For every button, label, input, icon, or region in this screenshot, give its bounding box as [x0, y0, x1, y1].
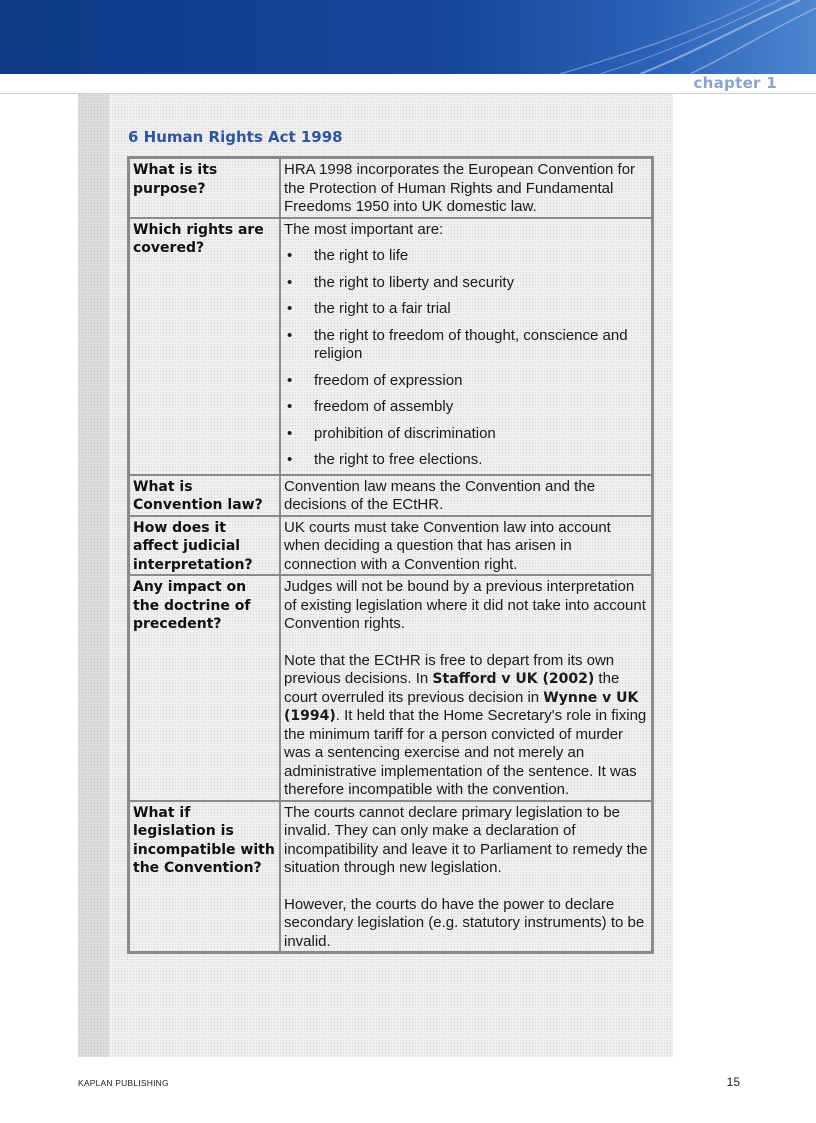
incompatibility-paragraph-2: However, the courts do have the power to declare secondary legislation (e.g. statutory instruments) to be invalid.	[284, 895, 645, 950]
row-question: What is Convention law?	[129, 475, 280, 516]
list-item: • freedom of expression	[284, 372, 648, 391]
case-citation: Wynne v UK (1994)	[284, 689, 639, 724]
list-item: • the right to freedom of thought, conscience and religion	[284, 327, 648, 364]
panel-side-strip	[78, 94, 109, 1057]
list-item: • freedom of assembly	[284, 398, 648, 417]
table-row	[129, 801, 652, 953]
precedent-paragraph-1: Judges will not be bound by a previous interpretation of existing legislation where it did not take into account Convention rights.	[284, 578, 646, 632]
row-answer: UK courts must take Convention law into account when deciding a question that has arisen in connection with a Convention right.	[280, 516, 652, 576]
row-answer	[280, 218, 652, 475]
chapter-label: chapter 1	[693, 74, 777, 92]
table-row	[129, 475, 652, 516]
list-item: • the right to a fair trial	[284, 300, 648, 319]
row-answer	[280, 801, 652, 953]
row-answer	[280, 575, 652, 801]
row-question: What if legislation is incompatible with the Convention?	[129, 801, 280, 953]
rights-intro: The most important are:	[284, 220, 444, 238]
row-question: How does it affect judicial interpretation?	[129, 516, 280, 576]
paragraph-text: Note that the ECtHR is free to depart from its own previous decisions. In	[284, 651, 615, 687]
list-item: • the right to life	[284, 247, 648, 266]
case-citation: Stafford v UK (2002)	[432, 671, 595, 687]
footer-publisher: KAPLAN PUBLISHING	[78, 1078, 169, 1088]
row-question: What is its purpose?	[129, 158, 280, 218]
incompatibility-paragraph-1: The courts cannot declare primary legislation to be invalid. They can only make a declaration of incompatibility and leave it to Parliament to remedy the situation through new legislation.	[284, 803, 648, 876]
paragraph-text: the court overruled its previous decision in	[284, 670, 620, 706]
list-item: • the right to liberty and security	[284, 274, 648, 293]
table-row	[129, 575, 652, 801]
table-row	[129, 218, 652, 475]
row-question: Any impact on the doctrine of precedent?	[129, 575, 280, 801]
header-banner	[0, 0, 816, 74]
section-title: 6 Human Rights Act 1998	[128, 128, 343, 146]
row-answer: HRA 1998 incorporates the European Convention for the Protection of Human Rights and Fundamental Freedoms 1950 into UK domestic law.	[280, 158, 652, 218]
paragraph-text: . It held that the Home Secretary's role in fixing the minimum tariff for a person convicted of murder was a sentencing exercise and not merely an administrative implementation of the sentence. It was therefore incompatible with the convention.	[284, 707, 647, 798]
table-row	[129, 516, 652, 576]
footer-page-number: 15	[726, 1075, 740, 1089]
rights-list	[284, 247, 648, 470]
list-item: • prohibition of discrimination	[284, 425, 648, 444]
table-row	[129, 158, 652, 218]
banner-swoosh-graphic	[0, 0, 816, 74]
hra-table	[127, 156, 654, 954]
precedent-paragraph-2	[284, 652, 648, 800]
row-answer: Convention law means the Convention and the decisions of the ECtHR.	[280, 475, 652, 516]
list-item: • the right to free elections.	[284, 451, 648, 470]
row-question: Which rights are covered?	[129, 218, 280, 475]
